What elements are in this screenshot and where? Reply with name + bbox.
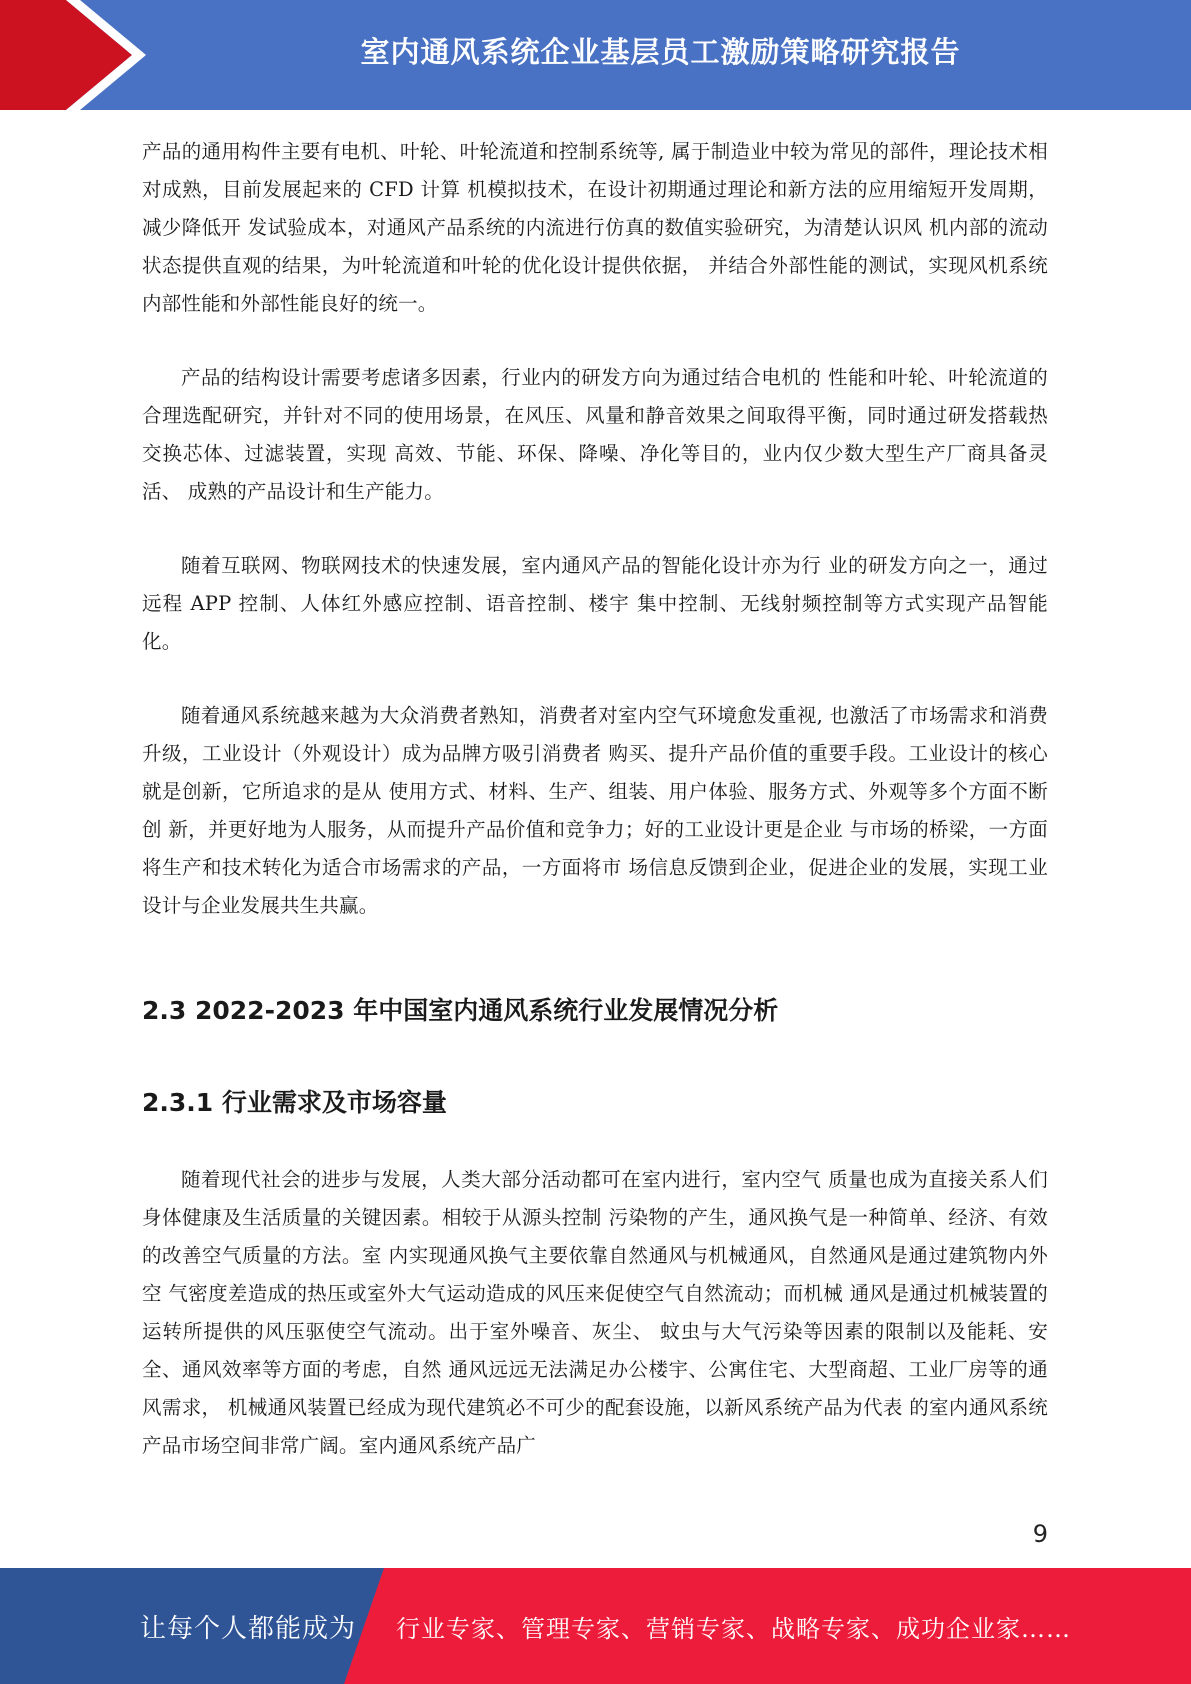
paragraph-4: 随着通风系统越来越为大众消费者熟知，消费者对室内空气环境愈发重视, 也激活了市场需求和消费升级，工业设计（外观设计）成为品牌方吸引消费者 购买、提升产品价值的重要手段。工业设计的核心就是创新，它所追求的是从 使用方式、材料、生产、组装、用户体验、服务方式、外观等多个方面不断创 新，并更好地为人服务，从而提升产品价值和竞争力；好的工业设计更是企业 与市场的桥梁，一方面将生产和技术转化为适合市场需求的产品，一方面将市 场信息反馈到企业，促进企业的发展，实现工业设计与企业发展共生共赢。 bbox=[142, 704, 1048, 917]
paragraph-1: 产品的通用构件主要有电机、叶轮、叶轮流道和控制系统等, 属于制造业中较为常见的部件，理论技术相对成熟，目前发展起来的 CFD 计算 机模拟技术，在设计初期通过理论和新方法的应用缩短开发周期，减少降低开 发试验成本，对通风产品系统的内流进行仿真的数值实验研究，为清楚认识风 机内部的流动状态提供直观的结果，为叶轮流道和叶轮的优化设计提供依据， 并结合外部性能的测试，实现风机系统内部性能和外部性能良好的统一。 bbox=[142, 140, 1048, 315]
page-number: 9 bbox=[1032, 1520, 1048, 1548]
footer-slogan-right: 行业专家、管理专家、营销专家、战略专家、成功企业家…… bbox=[396, 1614, 1071, 1643]
section-heading: 2.3 2022-2023 年中国室内通风系统行业发展情况分析 bbox=[142, 996, 779, 1025]
footer-banner bbox=[0, 1568, 1191, 1684]
page-content bbox=[142, 133, 1048, 1501]
subsection-heading: 2.3.1 行业需求及市场容量 bbox=[142, 1088, 447, 1117]
paragraph-3: 随着互联网、物联网技术的快速发展，室内通风产品的智能化设计亦为行 业的研发方向之一，通过远程 APP 控制、人体红外感应控制、语音控制、楼宇 集中控制、无线射频控制等方式实现产品智能化。 bbox=[142, 554, 1048, 653]
report-title: 室内通风系统企业基层员工激励策略研究报告 bbox=[360, 34, 961, 69]
footer-slogan-left: 让每个人都能成为 bbox=[140, 1613, 357, 1644]
header-arrow-icon bbox=[0, 0, 160, 110]
subsection-paragraph: 随着现代社会的进步与发展，人类大部分活动都可在室内进行，室内空气 质量也成为直接关系人们身体健康及生活质量的关键因素。相较于从源头控制 污染物的产生，通风换气是一种简单、经济、有效的改善空气质量的方法。室 内实现通风换气主要依靠自然通风与机械通风，自然通风是通过建筑物内外空 气密度差造成的热压或室外大气运动造成的风压来促使空气自然流动；而机械 通风是通过机械装置的运转所提供的风压驱使空气流动。出于室外噪音、灰尘、 蚊虫与大气污染等因素的限制以及能耗、安全、通风效率等方面的考虑，自然 通风远远无法满足办公楼宇、公寓住宅、大型商超、工业厂房等的通风需求， 机械通风装置已经成为现代建筑必不可少的配套设施，以新风系统产品为代表 的室内通风系统产品市场空间非常广阔。室内通风系统产品广 bbox=[142, 1168, 1048, 1457]
paragraph-2: 产品的结构设计需要考虑诸多因素，行业内的研发方向为通过结合电机的 性能和叶轮、叶轮流道的合理选配研究，并针对不同的使用场景，在风压、风量和静音效果之间取得平衡，同时通过研发搭载热交换芯体、过滤装置，实现 高效、节能、环保、降噪、净化等目的，业内仅少数大型生产厂商具备灵活、 成熟的产品设计和生产能力。 bbox=[142, 366, 1048, 503]
header-banner bbox=[0, 0, 1191, 110]
